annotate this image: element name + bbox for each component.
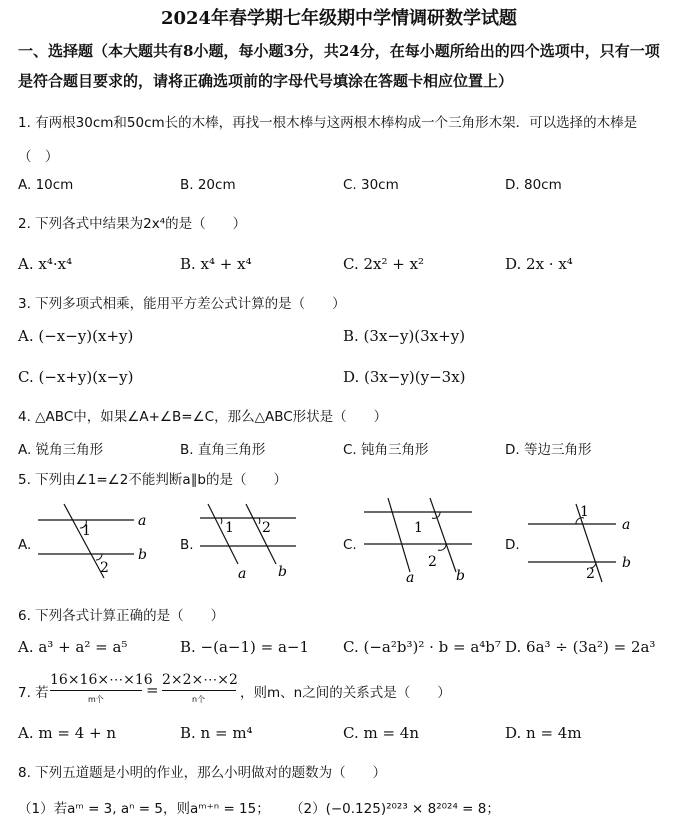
q7-option-a[interactable]: A. m = 4 + n xyxy=(18,724,117,742)
q8-item-2: （2）(−0.125)²⁰²³ × 8²⁰²⁴ = 8； xyxy=(290,801,500,817)
question-1-paren: （ ） xyxy=(18,149,59,165)
question-5-stem: 5. 下列由∠1=∠2不能判断a∥b的是（ ） xyxy=(18,472,287,488)
q3-option-d[interactable]: D. (3x−y)(y−3x) xyxy=(343,368,466,386)
q4-option-c[interactable]: C. 钝角三角形 xyxy=(343,442,429,458)
q5-option-a[interactable]: A. xyxy=(18,537,32,553)
q7-option-c[interactable]: C. m = 4n xyxy=(343,724,420,742)
q7-rhs-under: n个 xyxy=(192,695,206,704)
fig-d-label-a: a xyxy=(622,517,631,533)
q3-option-c[interactable]: C. (−x+y)(x−y) xyxy=(18,368,134,386)
q4-option-d[interactable]: D. 等边三角形 xyxy=(505,442,592,458)
q7-option-d[interactable]: D. n = 4m xyxy=(505,724,582,742)
fig-b-label-b: b xyxy=(278,564,287,580)
q2-option-b[interactable]: B. x⁴ + x⁴ xyxy=(180,255,252,273)
q3-option-a[interactable]: A. (−x−y)(x+y) xyxy=(18,327,134,345)
fig-a-label-b: b xyxy=(138,547,147,563)
q6-option-d[interactable]: D. 6a³ ÷ (3a²) = 2a³ xyxy=(505,638,656,656)
q4-option-b[interactable]: B. 直角三角形 xyxy=(180,442,266,458)
fig-a-label-2: 2 xyxy=(100,560,109,576)
q2-option-c[interactable]: C. 2x² + x² xyxy=(343,255,425,273)
q7-rhs: 2×2×⋯×2 xyxy=(162,672,238,688)
q8-item-1: （1）若aᵐ = 3, aⁿ = 5，则aᵐ⁺ⁿ = 15； xyxy=(18,801,270,817)
question-6-stem: 6. 下列各式计算正确的是（ ） xyxy=(18,608,225,624)
q4-option-a[interactable]: A. 锐角三角形 xyxy=(18,442,104,458)
question-3-stem: 3. 下列多项式相乘，能用平方差公式计算的是（ ） xyxy=(18,296,346,312)
question-7-suffix: ，则m、n之间的关系式是（ ） xyxy=(240,685,451,701)
q2-option-a[interactable]: A. x⁴·x⁴ xyxy=(18,255,73,273)
q6-option-b[interactable]: B. −(a−1) = a−1 xyxy=(180,638,310,656)
q7-lhs-under: m个 xyxy=(88,695,104,704)
q5-figure-a xyxy=(34,500,164,582)
fig-c-label-a: a xyxy=(406,570,415,586)
q5-option-c[interactable]: C. xyxy=(343,537,357,553)
question-2-stem: 2. 下列各式中结果为2x⁴的是（ ） xyxy=(18,216,247,232)
question-8-stem: 8. 下列五道题是小明的作业，那么小明做对的题数为（ ） xyxy=(18,765,387,781)
q3-option-b[interactable]: B. (3x−y)(3x+y) xyxy=(343,327,466,345)
fig-c-label-b: b xyxy=(456,568,465,584)
fig-d-label-1: 1 xyxy=(580,504,589,520)
question-1-stem: 1. 有两根30cm和50cm长的木棒，再找一根木棒与这两根木棒构成一个三角形木架．可以选择的木棒是 xyxy=(18,115,638,131)
question-7-prefix: 7. 若 xyxy=(18,685,49,701)
q7-option-b[interactable]: B. n = m⁴ xyxy=(180,724,253,742)
fig-b-label-a: a xyxy=(238,566,247,582)
q7-lhs: 16×16×⋯×16 xyxy=(50,672,153,688)
page-title: 2024年春学期七年级期中学情调研数学试题 xyxy=(160,8,518,29)
fig-c-label-2: 2 xyxy=(428,554,437,570)
fig-b-label-1: 1 xyxy=(225,520,234,536)
q1-option-c[interactable]: C. 30cm xyxy=(343,177,399,193)
fig-a-label-a: a xyxy=(138,513,147,529)
question-4-stem: 4. △ABC中，如果∠A+∠B=∠C，那么△ABC形状是（ ） xyxy=(18,409,388,425)
q5-option-b[interactable]: B. xyxy=(180,537,194,553)
q5-figure-d xyxy=(524,500,644,584)
q5-figure-b xyxy=(196,500,306,584)
q1-option-a[interactable]: A. 10cm xyxy=(18,177,74,193)
section-header: 一、选择题（本大题共有8小题，每小题3分，共24分，在每小题所给出的四个选项中，只有一项是符合题目要求的，请将正确选项前的字母代号填涂在答题卡相应位置上） xyxy=(18,42,660,90)
q1-option-d[interactable]: D. 80cm xyxy=(505,177,562,193)
fig-c-label-1: 1 xyxy=(414,520,423,536)
q6-option-c[interactable]: C. (−a²b³)² · b = a⁴b⁷ xyxy=(343,638,501,656)
fig-b-label-2: 2 xyxy=(262,520,271,536)
q1-option-b[interactable]: B. 20cm xyxy=(180,177,236,193)
q5-option-d[interactable]: D. xyxy=(505,537,520,553)
q5-figure-c xyxy=(360,494,478,586)
q2-option-d[interactable]: D. 2x · x⁴ xyxy=(505,255,573,273)
fig-a-label-1: 1 xyxy=(82,523,91,539)
fig-d-label-2: 2 xyxy=(586,566,595,582)
q6-option-a[interactable]: A. a³ + a² = a⁵ xyxy=(18,638,128,656)
fig-d-label-b: b xyxy=(622,555,631,571)
